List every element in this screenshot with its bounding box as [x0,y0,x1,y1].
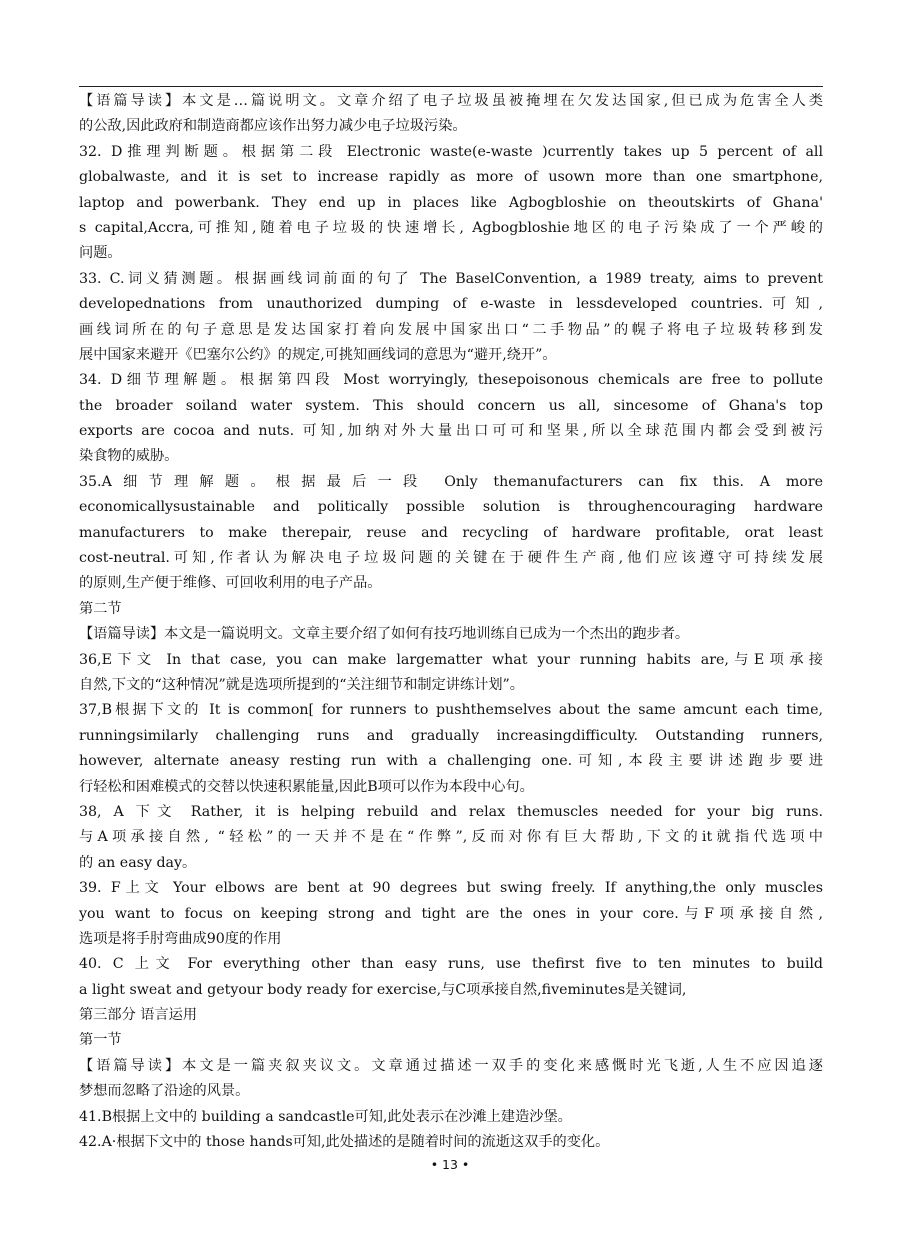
text-line-9: developednations from unauthorized dumping of e-waste in lessdeveloped countries.可知, [79,296,823,313]
text-line-33: you want to focus on keeping strong and tight are the ones in your core.与F项承接自然, [79,905,823,922]
text-line-26: runningsimilarly challenging runs and gradually increasingdifficulty. Outstanding runners, [79,727,823,744]
text-line-18: manufacturers to make therepair, reuse and recycling of hardware profitable, orat least [79,524,823,541]
section-heading-part-one: 第一节 [79,1032,122,1049]
text-line-5: laptop and powerbank. They end up in places like Agbogbloshie on theoutskirts of Ghana' [79,194,823,211]
text-line-24: 自然,下文的“这种情况”就是选项所提到的“关注细节和制定讲练计划”。 [79,676,524,693]
header-rule [79,86,823,87]
page-number: • 13 • [430,1157,470,1172]
text-line-16: 35.A细节理解题。根据最后一段 Only themanufacturers can fix this. A more [79,473,823,490]
text-line-30: 与A项承接自然, “轻松”的一天并不是在“作弊”,反而对你有巨大帮助,下文的it就指代选项中 [79,829,823,846]
text-line-1: 【语篇导读】本文是…篇说明文。文章介绍了电子垃圾虽被掩埋在欠发达国家,但已成为危害全人类 [79,93,823,109]
text-line-32: 39. F上文 Your elbows are bent at 90 degrees but swing freely. If anything,the only muscles [79,880,823,897]
text-line-36: a light sweat and getyour body ready for exercise,与C项承接自然,fiveminutes是关键词, [79,981,687,998]
text-line-40: 梦想而忽略了沿途的风景。 [79,1083,250,1100]
text-line-23: 36,E下文 In that case, you can make largematter what your running habits are,与E项承接 [79,651,823,668]
text-line-31: 的 an easy day。 [79,854,197,871]
text-line-4: globalwaste, and it is set to increase rapidly as more of usown more than one smartphone, [79,169,823,186]
section-heading-part-two: 第二节 [79,600,122,617]
text-line-8: 33. C.词义猜测题。根据画线词前面的句了 The BaselConvention, a 1989 treaty, aims to prevent [79,270,823,287]
text-line-12: 34. D细节理解题。根据第四段 Most worryingly, thesepoisonous chemicals are free to pollute [79,372,823,389]
text-line-28: 行轻松和困难模式的交替以快速积累能量,因此B项可以作为本段中心句。 [79,778,534,795]
text-line-14: exports are cocoa and nuts. 可知,加纳对外大量出口可可和坚果,所以全球范围内都会受到被污 [79,423,823,440]
text-line-29: 38, A 下文 Rather, it is helping rebuild and relax themuscles needed for your big runs. [79,803,823,820]
text-line-25: 37,B根据下文的 It is common[ for runners to pushthemselves about the same amcunt each time, [79,702,823,719]
text-line-19: cost-neutral.可知,作者认为解决电子垃圾问题的关键在于硬件生产商,他们应该遵守可持续发展 [79,550,823,567]
text-line-42: 42.A·根据下文中的 those hands可知,此处描述的是随着时间的流逝这双手的变化。 [79,1134,610,1151]
text-line-20: 的原则,生产便于维修、可回收利用的电子产品。 [79,575,382,592]
text-line-15: 染食物的威胁。 [79,448,179,465]
text-line-3: 32. D推理判断题。根据第二段 Electronic waste(e-waste )currently takes up 5 percent of all [79,143,823,160]
document-body [79,89,823,1155]
text-line-2: 的公敌,因此政府和制造商都应该作出努力减少电子垃圾污染。 [79,118,467,135]
text-line-6: s capital,Accra,可推知,随着电子垃圾的快速增长, Agbogbloshie地区的电子污染成了一个严峻的 [79,219,823,236]
text-line-22: 【语篇导读】本文是一篇说明文。文章主要介绍了如何有技巧地训练自已成为一个杰出的跑步者。 [79,626,690,643]
text-line-39: 【语篇导读】本文是一篇夹叙夹议文。文章通过描述一双手的变化来感慨时光飞逝,人生不应因追逐 [79,1057,823,1074]
text-line-27: however, alternate aneasy resting run with a challenging one.可知,本段主要讲述跑步要进 [79,753,823,770]
text-line-11: 展中国家来避开《巴塞尔公约》的规定,可挑知画线词的意思为“避开,绕开”。 [79,346,557,363]
text-line-17: economicallysustainable and politically possible solution is throughencouraging hardware [79,499,823,516]
section-heading-part-three: 第三部分 语言运用 [79,1007,198,1024]
text-line-13: the broader soiland water system. This should concern us all, sincesome of Ghana's top [79,397,823,414]
text-line-35: 40. C 上文 For everything other than easy runs, use thefirst five to ten minutes to build [79,956,823,973]
text-line-10: 画线词所在的句子意思是发达国家打着向发展中国家出口“二手物品”的幌子将电子垃圾转移到发 [79,321,823,338]
text-line-41: 41.B根据上文中的 building a sandcastle可知,此处表示在沙滩上建造沙堡。 [79,1108,572,1125]
text-line-34: 选项是将手肘弯曲成90度的作用 [79,930,282,947]
text-line-7: 问题。 [79,245,122,262]
